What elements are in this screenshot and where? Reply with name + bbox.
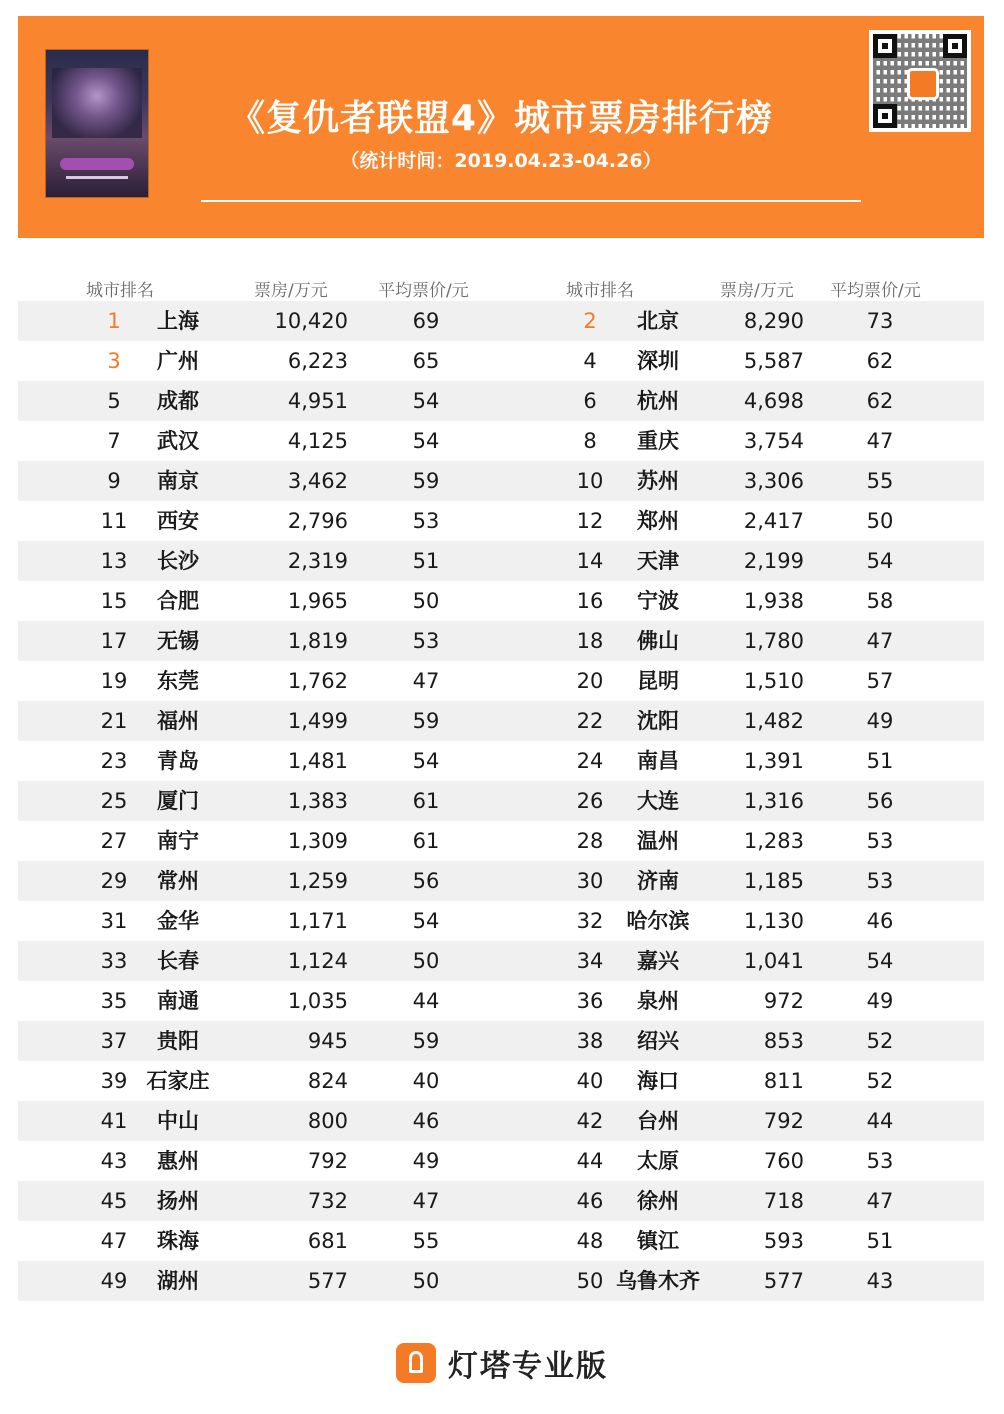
left-avg-price: 53 [412, 509, 440, 533]
left-city-name: 福州 [157, 709, 199, 733]
left-avg-price: 61 [412, 829, 440, 853]
right-box-office: 760 [763, 1149, 804, 1173]
left-box-office: 2,319 [287, 549, 348, 573]
left-rank-number: 19 [100, 669, 128, 693]
right-city-name: 天津 [637, 549, 679, 573]
right-city-name: 佛山 [637, 629, 679, 653]
left-city-name: 长春 [157, 949, 199, 973]
right-city-name: 台州 [637, 1109, 679, 1133]
left-box-office: 1,124 [287, 949, 348, 973]
left-avg-price: 59 [412, 1029, 440, 1053]
left-avg-price: 46 [412, 1109, 440, 1133]
left-city-name: 金华 [157, 909, 199, 933]
right-rank-number: 48 [576, 1229, 604, 1253]
right-box-office: 1,316 [743, 789, 804, 813]
right-rank-number: 4 [583, 349, 597, 373]
table-row [18, 1141, 984, 1181]
right-rank-number: 36 [576, 989, 604, 1013]
table-row [18, 1021, 984, 1061]
left-rank-number: 33 [100, 949, 128, 973]
left-rank-number: 47 [100, 1229, 128, 1253]
right-avg-price: 46 [866, 909, 894, 933]
table-row [18, 381, 984, 421]
left-city-name: 武汉 [157, 429, 199, 453]
left-avg-price: 56 [412, 869, 440, 893]
right-rank-number: 50 [576, 1269, 604, 1293]
left-rank-number: 1 [107, 309, 121, 333]
table-row [18, 821, 984, 861]
left-rank-number: 29 [100, 869, 128, 893]
left-rank-number: 45 [100, 1189, 128, 1213]
right-rank-number: 32 [576, 909, 604, 933]
right-rank-number: 38 [576, 1029, 604, 1053]
left-box-office: 3,462 [287, 469, 348, 493]
col-header-right-box-office: 票房/万元 [720, 281, 794, 301]
right-avg-price: 57 [866, 669, 894, 693]
left-city-name: 石家庄 [146, 1069, 210, 1093]
right-avg-price: 54 [866, 949, 894, 973]
left-rank-number: 5 [107, 389, 121, 413]
left-box-office: 1,762 [287, 669, 348, 693]
left-city-name: 青岛 [157, 749, 199, 773]
right-city-name: 济南 [637, 869, 679, 893]
table-row [18, 701, 984, 741]
right-rank-number: 2 [583, 309, 597, 333]
right-avg-price: 53 [866, 829, 894, 853]
right-rank-number: 44 [576, 1149, 604, 1173]
right-city-name: 南昌 [637, 749, 679, 773]
left-box-office: 1,171 [287, 909, 348, 933]
right-avg-price: 54 [866, 549, 894, 573]
right-rank-number: 42 [576, 1109, 604, 1133]
right-box-office: 811 [763, 1069, 804, 1093]
left-rank-number: 49 [100, 1269, 128, 1293]
right-city-name: 北京 [637, 309, 679, 333]
left-rank-number: 3 [107, 349, 121, 373]
right-rank-number: 18 [576, 629, 604, 653]
right-avg-price: 62 [866, 389, 894, 413]
table-row [18, 1061, 984, 1101]
table-row [18, 421, 984, 461]
right-box-office: 1,130 [743, 909, 804, 933]
left-rank-number: 27 [100, 829, 128, 853]
right-box-office: 1,041 [743, 949, 804, 973]
right-avg-price: 58 [866, 589, 894, 613]
left-city-name: 成都 [157, 389, 199, 413]
left-box-office: 2,796 [287, 509, 348, 533]
left-rank-number: 9 [107, 469, 121, 493]
right-city-name: 大连 [637, 789, 679, 813]
right-avg-price: 62 [866, 349, 894, 373]
col-header-left-box-office: 票房/万元 [254, 281, 328, 301]
right-avg-price: 47 [866, 429, 894, 453]
left-city-name: 珠海 [157, 1229, 199, 1253]
col-header-left-avg-price: 平均票价/元 [378, 281, 469, 301]
left-rank-number: 37 [100, 1029, 128, 1053]
left-avg-price: 47 [412, 1189, 440, 1213]
right-city-name: 昆明 [637, 669, 679, 693]
right-box-office: 1,938 [743, 589, 804, 613]
right-city-name: 徐州 [637, 1189, 679, 1213]
left-rank-number: 25 [100, 789, 128, 813]
left-box-office: 1,499 [287, 709, 348, 733]
left-rank-number: 43 [100, 1149, 128, 1173]
left-box-office: 1,481 [287, 749, 348, 773]
table-row [18, 901, 984, 941]
left-city-name: 上海 [157, 309, 199, 333]
left-city-name: 无锡 [157, 629, 199, 653]
left-city-name: 南京 [157, 469, 199, 493]
right-box-office: 792 [763, 1109, 804, 1133]
left-city-name: 广州 [157, 349, 199, 373]
left-box-office: 577 [307, 1269, 348, 1293]
left-rank-number: 11 [100, 509, 128, 533]
table-row [18, 341, 984, 381]
left-city-name: 东莞 [157, 669, 199, 693]
left-city-name: 南宁 [157, 829, 199, 853]
stats-period: （统计时间：2019.04.23-04.26） [340, 150, 662, 172]
right-city-name: 苏州 [637, 469, 679, 493]
left-city-name: 南通 [157, 989, 199, 1013]
footer-brand [0, 1338, 1004, 1388]
right-avg-price: 43 [866, 1269, 894, 1293]
qr-logo-icon [907, 68, 939, 100]
left-box-office: 10,420 [274, 309, 348, 333]
left-box-office: 792 [307, 1149, 348, 1173]
right-rank-number: 22 [576, 709, 604, 733]
qr-finder-top-left [873, 34, 897, 58]
right-rank-number: 28 [576, 829, 604, 853]
right-city-name: 乌鲁木齐 [616, 1269, 700, 1293]
right-avg-price: 53 [866, 1149, 894, 1173]
left-box-office: 1,383 [287, 789, 348, 813]
right-box-office: 1,391 [743, 749, 804, 773]
right-city-name: 海口 [637, 1069, 679, 1093]
right-rank-number: 14 [576, 549, 604, 573]
left-box-office: 1,819 [287, 629, 348, 653]
right-box-office: 4,698 [743, 389, 804, 413]
header-divider [201, 200, 861, 202]
header-banner [18, 16, 984, 238]
table-row [18, 781, 984, 821]
left-city-name: 常州 [157, 869, 199, 893]
left-avg-price: 59 [412, 469, 440, 493]
left-rank-number: 7 [107, 429, 121, 453]
right-avg-price: 50 [866, 509, 894, 533]
right-box-office: 3,754 [743, 429, 804, 453]
left-avg-price: 54 [412, 429, 440, 453]
left-rank-number: 17 [100, 629, 128, 653]
left-avg-price: 49 [412, 1149, 440, 1173]
left-box-office: 1,309 [287, 829, 348, 853]
table-row [18, 1181, 984, 1221]
right-city-name: 绍兴 [637, 1029, 679, 1053]
left-avg-price: 47 [412, 669, 440, 693]
table-row [18, 501, 984, 541]
right-box-office: 1,780 [743, 629, 804, 653]
left-avg-price: 61 [412, 789, 440, 813]
right-box-office: 2,417 [743, 509, 804, 533]
table-row [18, 1221, 984, 1261]
right-avg-price: 47 [866, 1189, 894, 1213]
right-avg-price: 51 [866, 749, 894, 773]
left-city-name: 贵阳 [157, 1029, 199, 1053]
left-box-office: 1,035 [287, 989, 348, 1013]
left-box-office: 681 [307, 1229, 348, 1253]
table-row [18, 581, 984, 621]
right-avg-price: 53 [866, 869, 894, 893]
table-row [18, 461, 984, 501]
qr-code[interactable] [869, 30, 971, 132]
right-avg-price: 44 [866, 1109, 894, 1133]
left-avg-price: 59 [412, 709, 440, 733]
right-avg-price: 56 [866, 789, 894, 813]
right-box-office: 577 [763, 1269, 804, 1293]
right-rank-number: 6 [583, 389, 597, 413]
left-city-name: 合肥 [157, 589, 199, 613]
col-header-right-avg-price: 平均票价/元 [830, 281, 921, 301]
left-rank-number: 21 [100, 709, 128, 733]
right-rank-number: 46 [576, 1189, 604, 1213]
qr-finder-bottom-left [873, 104, 897, 128]
left-avg-price: 50 [412, 589, 440, 613]
table-row [18, 661, 984, 701]
left-avg-price: 50 [412, 949, 440, 973]
right-box-office: 1,510 [743, 669, 804, 693]
right-avg-price: 51 [866, 1229, 894, 1253]
table-row [18, 741, 984, 781]
left-avg-price: 44 [412, 989, 440, 1013]
right-box-office: 972 [763, 989, 804, 1013]
left-avg-price: 54 [412, 909, 440, 933]
right-avg-price: 47 [866, 629, 894, 653]
left-avg-price: 69 [412, 309, 440, 333]
brand-name: 灯塔专业版 [448, 1349, 608, 1384]
right-city-name: 温州 [637, 829, 679, 853]
right-city-name: 杭州 [637, 389, 679, 413]
right-box-office: 1,283 [743, 829, 804, 853]
right-city-name: 嘉兴 [637, 949, 679, 973]
left-city-name: 扬州 [157, 1189, 199, 1213]
left-rank-number: 39 [100, 1069, 128, 1093]
left-box-office: 1,259 [287, 869, 348, 893]
table-row [18, 861, 984, 901]
right-avg-price: 73 [866, 309, 894, 333]
ranking-table [18, 301, 984, 1301]
right-city-name: 郑州 [637, 509, 679, 533]
right-rank-number: 26 [576, 789, 604, 813]
table-row [18, 301, 984, 341]
right-city-name: 哈尔滨 [626, 909, 690, 933]
left-city-name: 湖州 [157, 1269, 199, 1293]
left-avg-price: 54 [412, 389, 440, 413]
right-avg-price: 49 [866, 709, 894, 733]
table-row [18, 1261, 984, 1301]
right-city-name: 宁波 [637, 589, 679, 613]
table-row [18, 621, 984, 661]
right-box-office: 5,587 [743, 349, 804, 373]
table-row [18, 981, 984, 1021]
right-rank-number: 34 [576, 949, 604, 973]
right-rank-number: 16 [576, 589, 604, 613]
left-box-office: 945 [307, 1029, 348, 1053]
table-row [18, 541, 984, 581]
right-city-name: 沈阳 [637, 709, 679, 733]
qr-finder-top-right [943, 34, 967, 58]
right-box-office: 853 [763, 1029, 804, 1053]
right-rank-number: 8 [583, 429, 597, 453]
right-box-office: 593 [763, 1229, 804, 1253]
left-box-office: 6,223 [287, 349, 348, 373]
left-rank-number: 35 [100, 989, 128, 1013]
left-city-name: 厦门 [157, 789, 199, 813]
right-city-name: 泉州 [637, 989, 679, 1013]
left-avg-price: 53 [412, 629, 440, 653]
left-box-office: 800 [307, 1109, 348, 1133]
right-rank-number: 20 [576, 669, 604, 693]
left-box-office: 824 [307, 1069, 348, 1093]
left-avg-price: 55 [412, 1229, 440, 1253]
right-box-office: 1,185 [743, 869, 804, 893]
left-city-name: 西安 [157, 509, 199, 533]
right-city-name: 太原 [637, 1149, 679, 1173]
right-rank-number: 10 [576, 469, 604, 493]
right-box-office: 2,199 [743, 549, 804, 573]
right-box-office: 8,290 [743, 309, 804, 333]
right-rank-number: 30 [576, 869, 604, 893]
right-box-office: 3,306 [743, 469, 804, 493]
right-city-name: 镇江 [637, 1229, 679, 1253]
poster-caption [66, 176, 128, 179]
left-city-name: 惠州 [157, 1149, 199, 1173]
left-box-office: 732 [307, 1189, 348, 1213]
left-box-office: 1,965 [287, 589, 348, 613]
left-city-name: 长沙 [157, 549, 199, 573]
right-box-office: 718 [763, 1189, 804, 1213]
left-avg-price: 54 [412, 749, 440, 773]
left-rank-number: 23 [100, 749, 128, 773]
right-avg-price: 52 [866, 1069, 894, 1093]
col-header-right-rank-city: 城市排名 [566, 281, 634, 301]
left-avg-price: 51 [412, 549, 440, 573]
table-row [18, 941, 984, 981]
right-city-name: 深圳 [637, 349, 679, 373]
left-avg-price: 40 [412, 1069, 440, 1093]
left-rank-number: 13 [100, 549, 128, 573]
right-city-name: 重庆 [637, 429, 679, 453]
right-rank-number: 40 [576, 1069, 604, 1093]
left-box-office: 4,951 [287, 389, 348, 413]
right-rank-number: 12 [576, 509, 604, 533]
left-box-office: 4,125 [287, 429, 348, 453]
lighthouse-logo-icon [396, 1343, 436, 1383]
left-avg-price: 65 [412, 349, 440, 373]
page-title: 《复仇者联盟4》城市票房排行榜 [228, 98, 774, 139]
left-rank-number: 41 [100, 1109, 128, 1133]
right-box-office: 1,482 [743, 709, 804, 733]
left-rank-number: 31 [100, 909, 128, 933]
col-header-left-rank-city: 城市排名 [86, 281, 154, 301]
right-avg-price: 52 [866, 1029, 894, 1053]
right-avg-price: 55 [866, 469, 894, 493]
right-avg-price: 49 [866, 989, 894, 1013]
left-rank-number: 15 [100, 589, 128, 613]
left-city-name: 中山 [157, 1109, 199, 1133]
right-rank-number: 24 [576, 749, 604, 773]
table-row [18, 1101, 984, 1141]
left-avg-price: 50 [412, 1269, 440, 1293]
